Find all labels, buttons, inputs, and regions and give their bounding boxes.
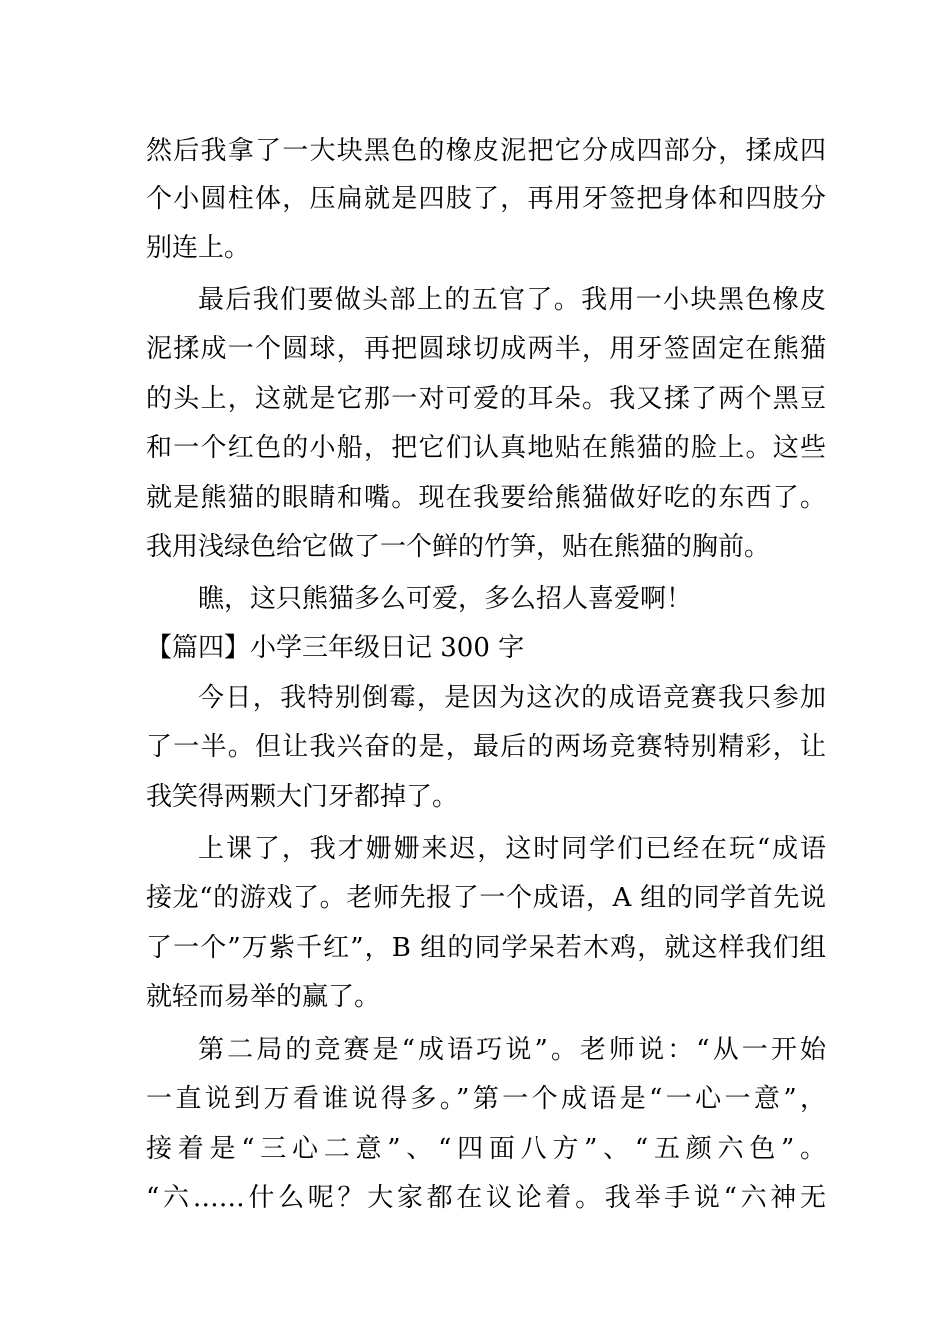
text-line: 第二局的竞赛是“成语巧说”。老师说：“从一开始 — [198, 1035, 826, 1065]
text-line: 一直说到万看谁说得多。”第一个成语是“一心一意”， — [146, 1084, 826, 1114]
text-line: 和一个红色的小船，把它们认真地贴在熊猫的脸上。这些 — [146, 433, 826, 463]
section-heading: 【篇四】小学三年级日记 300 字 — [146, 633, 525, 663]
text-line: 的头上，这就是它那一对可爱的耳朵。我又揉了两个黑豆 — [146, 384, 826, 414]
text-line: 然后我拿了一大块黑色的橡皮泥把它分成四部分，揉成四 — [146, 136, 826, 166]
text-line: 最后我们要做头部上的五官了。我用一小块黑色橡皮 — [198, 285, 826, 315]
text-line: 别连上。 — [146, 233, 251, 263]
text-line: 我笑得两颗大门牙都掉了。 — [146, 782, 459, 812]
text-line: 了一半。但让我兴奋的是，最后的两场竞赛特别精彩，让 — [146, 732, 826, 762]
text-line: 个小圆柱体，压扁就是四肢了，再用牙签把身体和四肢分 — [146, 184, 826, 214]
text-line: 我用浅绿色给它做了一个鲜的竹笋，贴在熊猫的胸前。 — [146, 532, 771, 562]
text-line: 今日，我特别倒霉，是因为这次的成语竞赛我只参加 — [198, 683, 826, 713]
text-line: 泥揉成一个圆球，再把圆球切成两半，用牙签固定在熊猫 — [146, 334, 826, 364]
text-line: 了一个”万紫千红”，B 组的同学呆若木鸡，就这样我们组 — [146, 933, 826, 963]
text-line: 就轻而易举的赢了。 — [146, 982, 381, 1012]
text-line: 就是熊猫的眼睛和嘴。现在我要给熊猫做好吃的东西了。 — [146, 483, 826, 513]
text-line: “六……什么呢？大家都在议论着。我举手说“六神无 — [146, 1183, 826, 1213]
text-line: 上课了，我才姗姗来迟，这时同学们已经在玩“成语 — [198, 834, 826, 864]
text-line: 瞧，这只熊猫多么可爱，多么招人喜爱啊！ — [198, 584, 693, 614]
text-line: 接着是“三心二意”、“四面八方”、“五颜六色”。 — [146, 1134, 826, 1164]
text-line: 接龙“的游戏了。老师先报了一个成语，A 组的同学首先说 — [146, 883, 826, 913]
